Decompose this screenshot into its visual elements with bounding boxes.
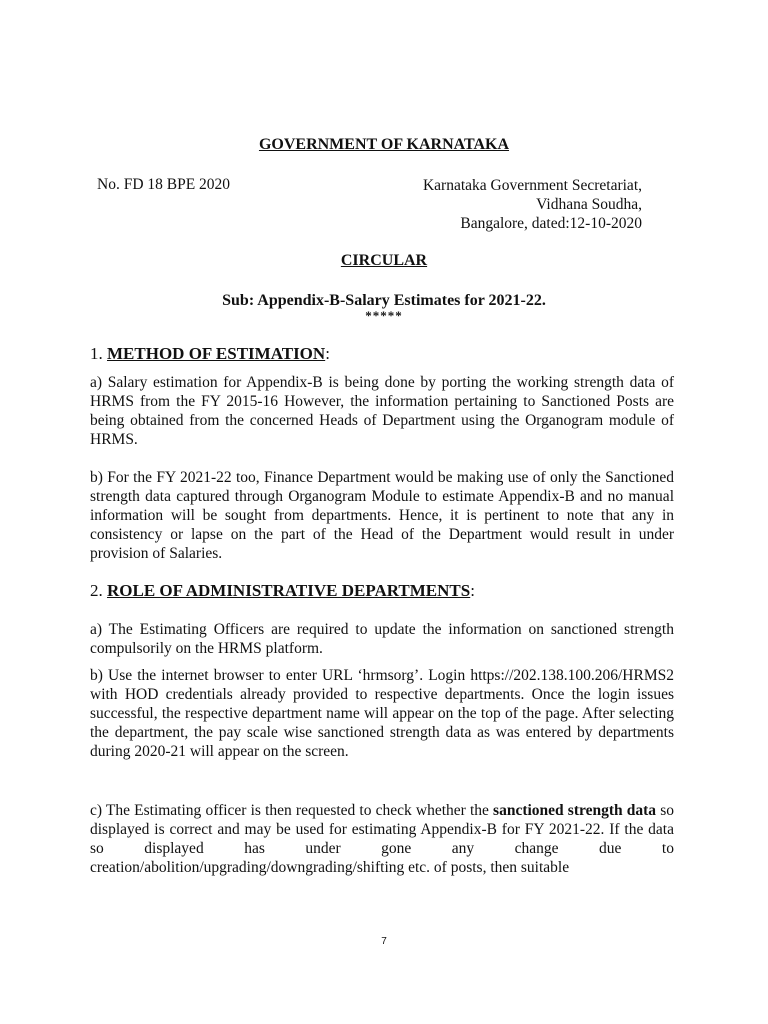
- section-1-para-b: b) For the FY 2021-22 too, Finance Department would be making use of only the Sanctioned strength data captured through Organogram Module to estimate Appendix-B and no manual information will be sought from departments. Hence, it is pertinent to note that any in consistency or lapse on the part of the Head of the Department would result in under provision of Salaries.: [90, 469, 674, 562]
- section-heading-suffix: :: [325, 344, 330, 363]
- section-1-heading: [90, 344, 330, 364]
- section-number: 2.: [90, 581, 107, 600]
- page-number: 7: [381, 936, 387, 947]
- date-line: Bangalore, dated:12-10-2020: [460, 215, 642, 232]
- section-2-para-b: b) Use the internet browser to enter URL ‘hrmsorg’. Login https://202.138.100.206/HRMS2 with HOD credentials already provided to respective departments. Once the login issues successful, the respective department name will appear on the top of the page. After selecting the department, the pay scale wise sanctioned strength data as was entered by departments during 2020-21 will appear on the screen.: [90, 667, 674, 760]
- address-block: [423, 176, 642, 233]
- section-2-heading: [90, 581, 475, 601]
- address-line: Karnataka Government Secretariat,: [422, 177, 642, 194]
- section-1-para-a: a) Salary estimation for Appendix-B is being done by porting the working strength data of HRMS from the FY 2015-16 However, the information pertaining to Sanctioned Posts are being obtained from the concerned Heads of Department using the Organogram module of HRMS.: [90, 374, 674, 448]
- section-2-para-a: a) The Estimating Officers are required to update the information on sanctioned strength compulsorily on the HRMS platform.: [90, 621, 674, 657]
- section-number: 1.: [90, 344, 107, 363]
- reference-number: No. FD 18 BPE 2020: [97, 176, 231, 193]
- subject-line: Sub: Appendix-B-Salary Estimates for 2021-22.: [222, 292, 546, 309]
- address-line: Vidhana Soudha,: [536, 196, 642, 213]
- circular-title: CIRCULAR: [340, 252, 428, 269]
- section-2-para-c: [90, 801, 674, 877]
- para-text: so displayed is correct and may be used for estimating Appendix-B for FY 2021-22. If the data so displayed has under gone any change due to creation/abolition/upgrading/downgrading/shifting etc. of posts, then suitable: [90, 802, 674, 876]
- para-text: c) The Estimating officer is then requested to check whether the: [90, 802, 494, 819]
- document-title: GOVERNMENT OF KARNATAKA: [258, 136, 510, 153]
- section-heading-suffix: :: [470, 581, 475, 600]
- separator-stars: *****: [365, 308, 403, 323]
- para-bold-text: sanctioned strength data: [493, 802, 657, 819]
- section-heading-text: METHOD OF ESTIMATION: [107, 344, 326, 363]
- section-heading-text: ROLE OF ADMINISTRATIVE DEPARTMENTS: [107, 581, 471, 600]
